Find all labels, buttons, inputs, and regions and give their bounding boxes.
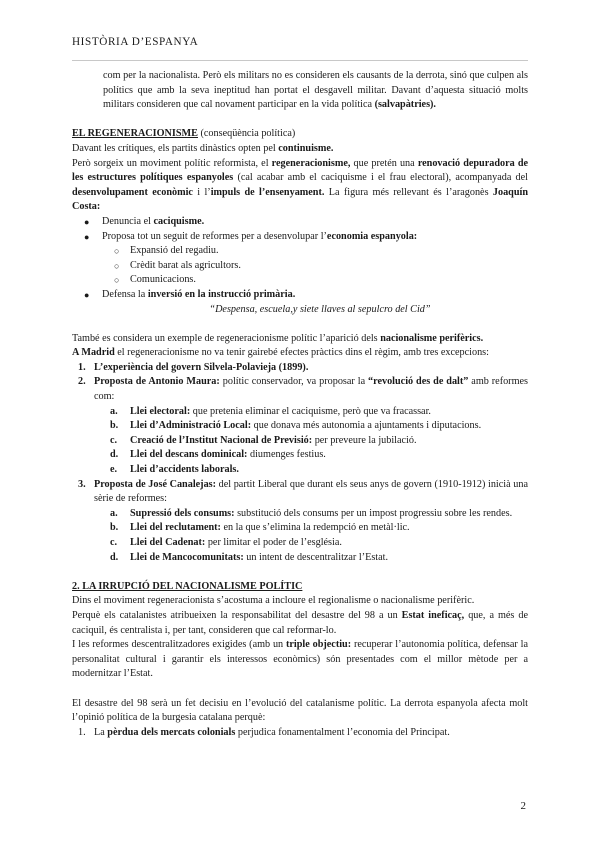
- text: en la que s’elimina la redempció en metàl·lic.: [220, 522, 410, 534]
- list-item: [72, 434, 528, 449]
- circle-bullet-icon: ○: [114, 260, 120, 271]
- text: Crèdit barat als agricultors.: [130, 259, 241, 271]
- paragraph: [72, 609, 528, 638]
- text: polític conservador, va proposar la: [219, 376, 369, 388]
- numbered-list: [72, 361, 528, 405]
- text: que pretén una: [350, 157, 418, 169]
- bold-text: continuisme.: [278, 142, 334, 154]
- list-item: [72, 405, 528, 420]
- bold-text: nacionalisme perifèrics.: [380, 332, 484, 344]
- list-number: 3.: [78, 478, 86, 490]
- list-item: [72, 536, 528, 551]
- page-header-title: HISTÒRIA D’ESPANYA: [72, 36, 199, 48]
- text: La figura més rellevant és l’aragonès: [324, 186, 493, 198]
- document-body: [72, 69, 528, 740]
- list-item: [72, 551, 528, 566]
- text: Proposa tot un seguit de reformes per a desenvolupar l’: [102, 230, 327, 242]
- paragraph: [72, 157, 528, 215]
- text: Denuncia el: [102, 215, 154, 227]
- paragraph: [72, 332, 528, 347]
- text: Perquè els catalanistes atribueixen la responsabilitat del desastre del 98 a un: [72, 609, 402, 621]
- bold-text: Estat ineficaç,: [401, 609, 465, 621]
- list-letter: c.: [110, 434, 118, 446]
- bold-text: Llei del reclutament:: [130, 522, 221, 534]
- section-title: 2. LA IRRUPCIÓ DEL NACIONALISME POLÍTIC: [72, 580, 303, 592]
- bold-text: (salvapàtries).: [374, 99, 436, 111]
- list-letter: a.: [110, 405, 118, 417]
- bold-text: Creació de l’Institut Nacional de Previsió:: [130, 434, 313, 446]
- text: Però sorgeix un moviment polític reformista, el: [72, 157, 272, 169]
- header-divider: [72, 60, 528, 61]
- list-number: 1.: [78, 361, 86, 373]
- bold-text: “revolució des de dalt”: [368, 376, 469, 388]
- circle-bullet-icon: ○: [114, 246, 120, 257]
- list-item: [72, 361, 528, 376]
- lettered-list: [72, 507, 528, 565]
- bold-text: Proposta de José Canalejas:: [94, 478, 217, 490]
- bold-text: Llei del descans dominical:: [130, 449, 248, 461]
- text: del partit Liberal que durant els seus anys de govern (1910-1912) inicià una sèrie de reformes:: [94, 478, 528, 505]
- paragraph: [72, 346, 528, 361]
- quote: “Despensa, escuela,y siete llaves al sepulcro del Cid”: [209, 303, 431, 315]
- bold-text: caciquisme.: [153, 215, 205, 227]
- text: (cal acabar amb el caciquisme i el frau electoral), acompanyada del: [233, 172, 528, 184]
- list-item: [72, 478, 528, 507]
- numbered-list: [72, 726, 528, 741]
- bold-text: regeneracionisme,: [271, 157, 351, 169]
- list-item: [72, 521, 528, 536]
- list-number: 2.: [78, 376, 86, 388]
- list-letter: d.: [110, 551, 119, 563]
- bold-text: Supressió dels consums:: [130, 507, 235, 519]
- list-letter: e.: [110, 464, 118, 476]
- bold-text: Llei electoral:: [130, 405, 191, 417]
- text: Davant les crítiques, els partits dinàstics opten pel: [72, 142, 279, 154]
- list-letter: a.: [110, 507, 118, 519]
- list-letter: d.: [110, 449, 119, 461]
- circle-bullet-icon: ○: [114, 275, 120, 286]
- bold-text: Llei del Cadenat:: [130, 537, 206, 548]
- text: Comunicacions.: [130, 274, 196, 286]
- list-item: [72, 273, 528, 288]
- bold-text: impuls de l’ensenyament.: [210, 186, 325, 198]
- text: substitució dels consums per un impost progressiu sobre les rendes.: [234, 507, 513, 519]
- bold-text: inversió en la instrucció primària.: [147, 288, 296, 300]
- text: amb reformes com:: [94, 376, 528, 403]
- text: per limitar el poder de l’església.: [205, 537, 342, 548]
- text: que pretenia eliminar el caciquisme, però que va fracassar.: [190, 405, 431, 417]
- section-title-nacionalisme: [72, 580, 528, 595]
- section-subtitle: (conseqüència política): [197, 128, 296, 140]
- bullet-icon: ●: [84, 216, 90, 227]
- bold-text: renovació depuradora de les estructures polítiques espanyoles: [72, 157, 529, 184]
- bold-text: Llei d’Administració Local:: [130, 420, 252, 432]
- text: També es considera un exemple de regeneracionisme polític l’aparició dels: [72, 332, 381, 344]
- list-item: [72, 507, 528, 522]
- bullet-icon: ●: [84, 289, 90, 300]
- paragraph: [72, 142, 528, 157]
- numbered-list: [72, 478, 528, 507]
- text: recuperar l’autonomia política, defensar la personalitat cultural i garantir els interessos econòmics) són presentades com el millor mètode per a modernitzar l’Estat.: [72, 639, 528, 680]
- bold-text: desenvolupament econòmic: [72, 186, 193, 198]
- bold-text: Proposta de Antonio Maura:: [94, 376, 220, 388]
- section-title-regeneracionisme: [72, 127, 528, 142]
- sub-bullet-list: [72, 244, 528, 288]
- list-item: [72, 244, 528, 259]
- paragraph: Dins el moviment regeneracionista s’acostuma a incloure el regionalisme o nacionalisme perifèric.: [72, 595, 475, 607]
- bold-text: Llei de Mancocomunitats:: [130, 551, 244, 563]
- text: Expansió del regadiu.: [130, 245, 219, 257]
- text: perjudica fonamentalment l’economia del Principat.: [235, 726, 450, 738]
- bold-text: Joaquín Costa:: [72, 186, 528, 213]
- bullet-icon: ●: [84, 231, 90, 242]
- bold-text: economia espanyola:: [326, 230, 418, 242]
- paragraph: El desastre del 98 serà un fet decisiu en l’evolució del catalanisme polític. La derrota espanyola afecta molt l’opinió política de la burgesia catalana perquè:: [72, 697, 528, 724]
- text: un intent de descentralitzar l’Estat.: [243, 551, 389, 563]
- section-title: EL REGENERACIONISME: [72, 128, 198, 140]
- list-item: [72, 419, 528, 434]
- bullet-list: [72, 215, 528, 244]
- text: com per la nacionalista. Però els militars no es consideren els causants de la derrota, sinó que culpen als polítics que amb la seva ineptitud han portat el desgavell militar. Davant d’aquesta situació molts militars consideren que cal novament participar en la vida política: [103, 70, 528, 111]
- paragraph: [72, 638, 528, 682]
- bold-text: L’experiència del govern Silvela-Polavieja (1899).: [94, 361, 309, 373]
- list-item: [72, 448, 528, 463]
- bold-text: A Madrid: [72, 347, 115, 359]
- text: per preveure la jubilació.: [312, 434, 417, 446]
- text: i l’: [192, 186, 211, 198]
- text: La: [94, 726, 108, 738]
- text: que donava més autonomia a ajuntaments i diputacions.: [251, 420, 482, 432]
- page-number: 2: [520, 800, 526, 812]
- text: diumenges festius.: [247, 449, 326, 461]
- bullet-list: [72, 288, 528, 303]
- list-letter: b.: [110, 522, 119, 534]
- bold-text: pèrdua dels mercats colonials: [107, 726, 236, 738]
- list-letter: c.: [110, 537, 118, 548]
- lettered-list: [72, 405, 528, 478]
- list-item: [72, 288, 528, 303]
- list-letter: b.: [110, 420, 119, 432]
- bold-text: triple objectiu:: [286, 639, 352, 651]
- text: I les reformes descentralitzadores exigides (amb un: [72, 639, 287, 651]
- list-item: [72, 215, 528, 230]
- text: el regeneracionisme no va tenir gairebé efectes pràctics dins el règim, amb tres excepcions:: [114, 347, 489, 359]
- list-item: [72, 463, 528, 478]
- text: que, a més de caciquil, és centralista i, per tant, consideren que cal reformar-lo.: [72, 609, 528, 636]
- list-item: [72, 375, 528, 404]
- list-item: [72, 230, 528, 245]
- list-number: 1.: [78, 726, 86, 738]
- list-item: [72, 726, 528, 741]
- bold-text: Llei d’accidents laborals.: [130, 464, 239, 476]
- intro-paragraph: [72, 69, 528, 113]
- list-item: [72, 259, 528, 274]
- text: Defensa la: [102, 288, 148, 300]
